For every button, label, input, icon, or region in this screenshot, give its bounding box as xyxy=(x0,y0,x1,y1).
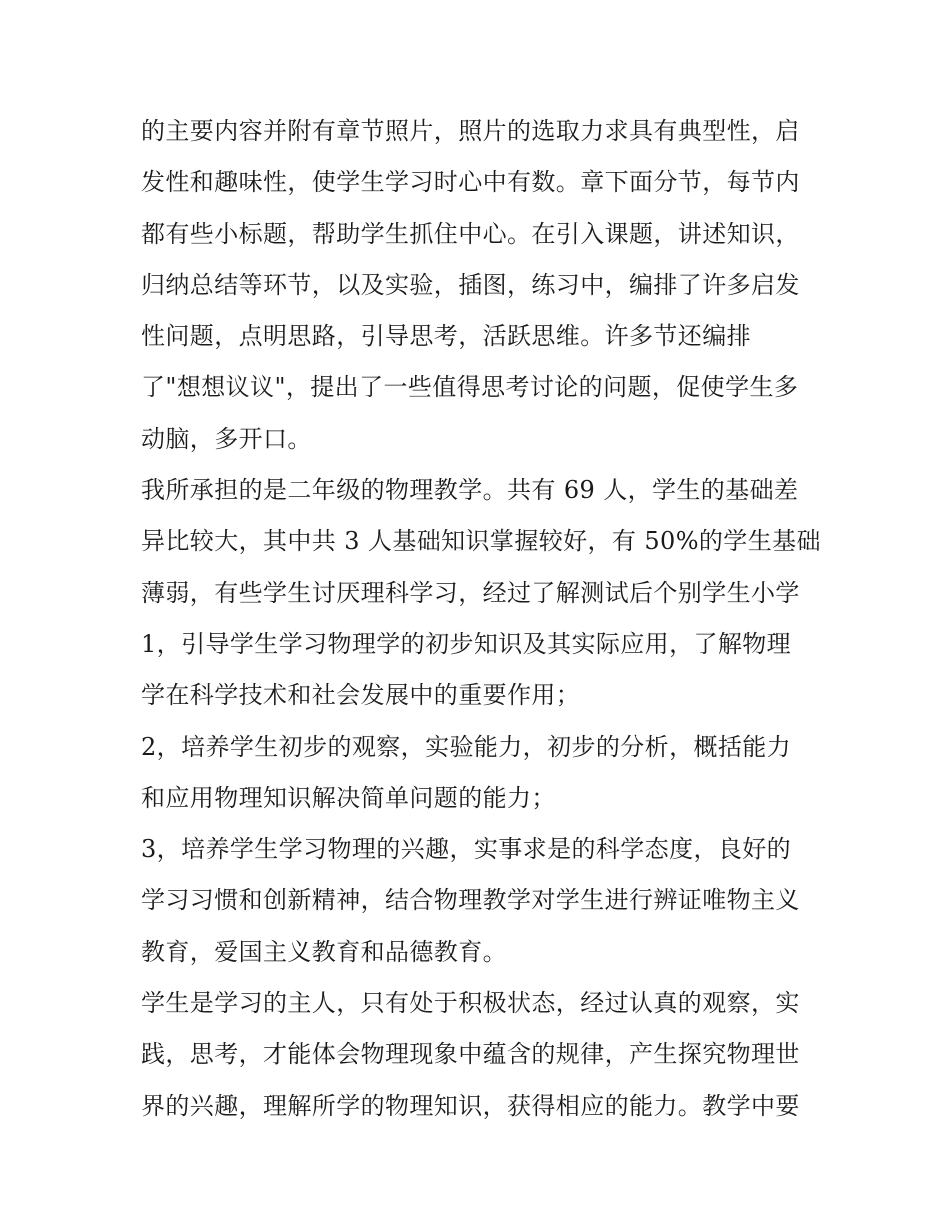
text-line: 教育，爱国主义教育和品德教育。 xyxy=(141,937,507,966)
text-line: 的主要内容并附有章节照片，照片的选取力求具有典型性，启 xyxy=(141,117,800,145)
text-line: 学在科学技术和社会发展中的重要作用； xyxy=(141,681,581,710)
text-line: 1，引导学生学习物理学的初步知识及其实际应用，了解物理 xyxy=(141,629,792,658)
text-line: 发性和趣味性，使学生学习时心中有数。章下面分节，每节内 xyxy=(141,168,800,197)
text-line: 2，培养学生初步的观察，实验能力，初步的分析，概括能力 xyxy=(141,732,792,761)
text-line: 界的兴趣，理解所学的物理知识，获得相应的能力。教学中要 xyxy=(141,1091,800,1120)
text-line: 和应用物理知识解决简单问题的能力； xyxy=(141,783,556,812)
text-line: 践，思考，才能体会物理现象中蕴含的规律，产生探究物理世 xyxy=(141,1040,800,1069)
text-line: 学习习惯和创新精神，结合物理教学对学生进行辨证唯物主义 xyxy=(141,886,800,915)
text-line: 性问题，点明思路，引导思考，活跃思维。许多节还编排 xyxy=(141,322,751,351)
text-line: 我所承担的是二年级的物理教学。共有 69 人，学生的基础差 xyxy=(141,476,799,505)
text-line: 都有些小标题，帮助学生抓住中心。在引入课题，讲述知识， xyxy=(141,219,800,248)
text-line: 归纳总结等环节，以及实验，插图，练习中，编排了许多启发 xyxy=(141,270,800,299)
document-body xyxy=(141,106,821,1132)
text-line: 异比较大，其中共 3 人基础知识掌握较好，有 50%的学生基础 xyxy=(141,527,821,556)
text-line: 了"想想议议"，提出了一些值得思考讨论的问题，促使学生多 xyxy=(141,373,799,402)
text-line: 动脑，多开口。 xyxy=(141,424,312,453)
text-line: 薄弱，有些学生讨厌理科学习，经过了解测试后个别学生小学 xyxy=(141,578,800,607)
text-line: 学生是学习的主人，只有处于积极状态，经过认真的观察，实 xyxy=(141,989,800,1018)
text-line: 3，培养学生学习物理的兴趣，实事求是的科学态度，良好的 xyxy=(141,835,792,864)
